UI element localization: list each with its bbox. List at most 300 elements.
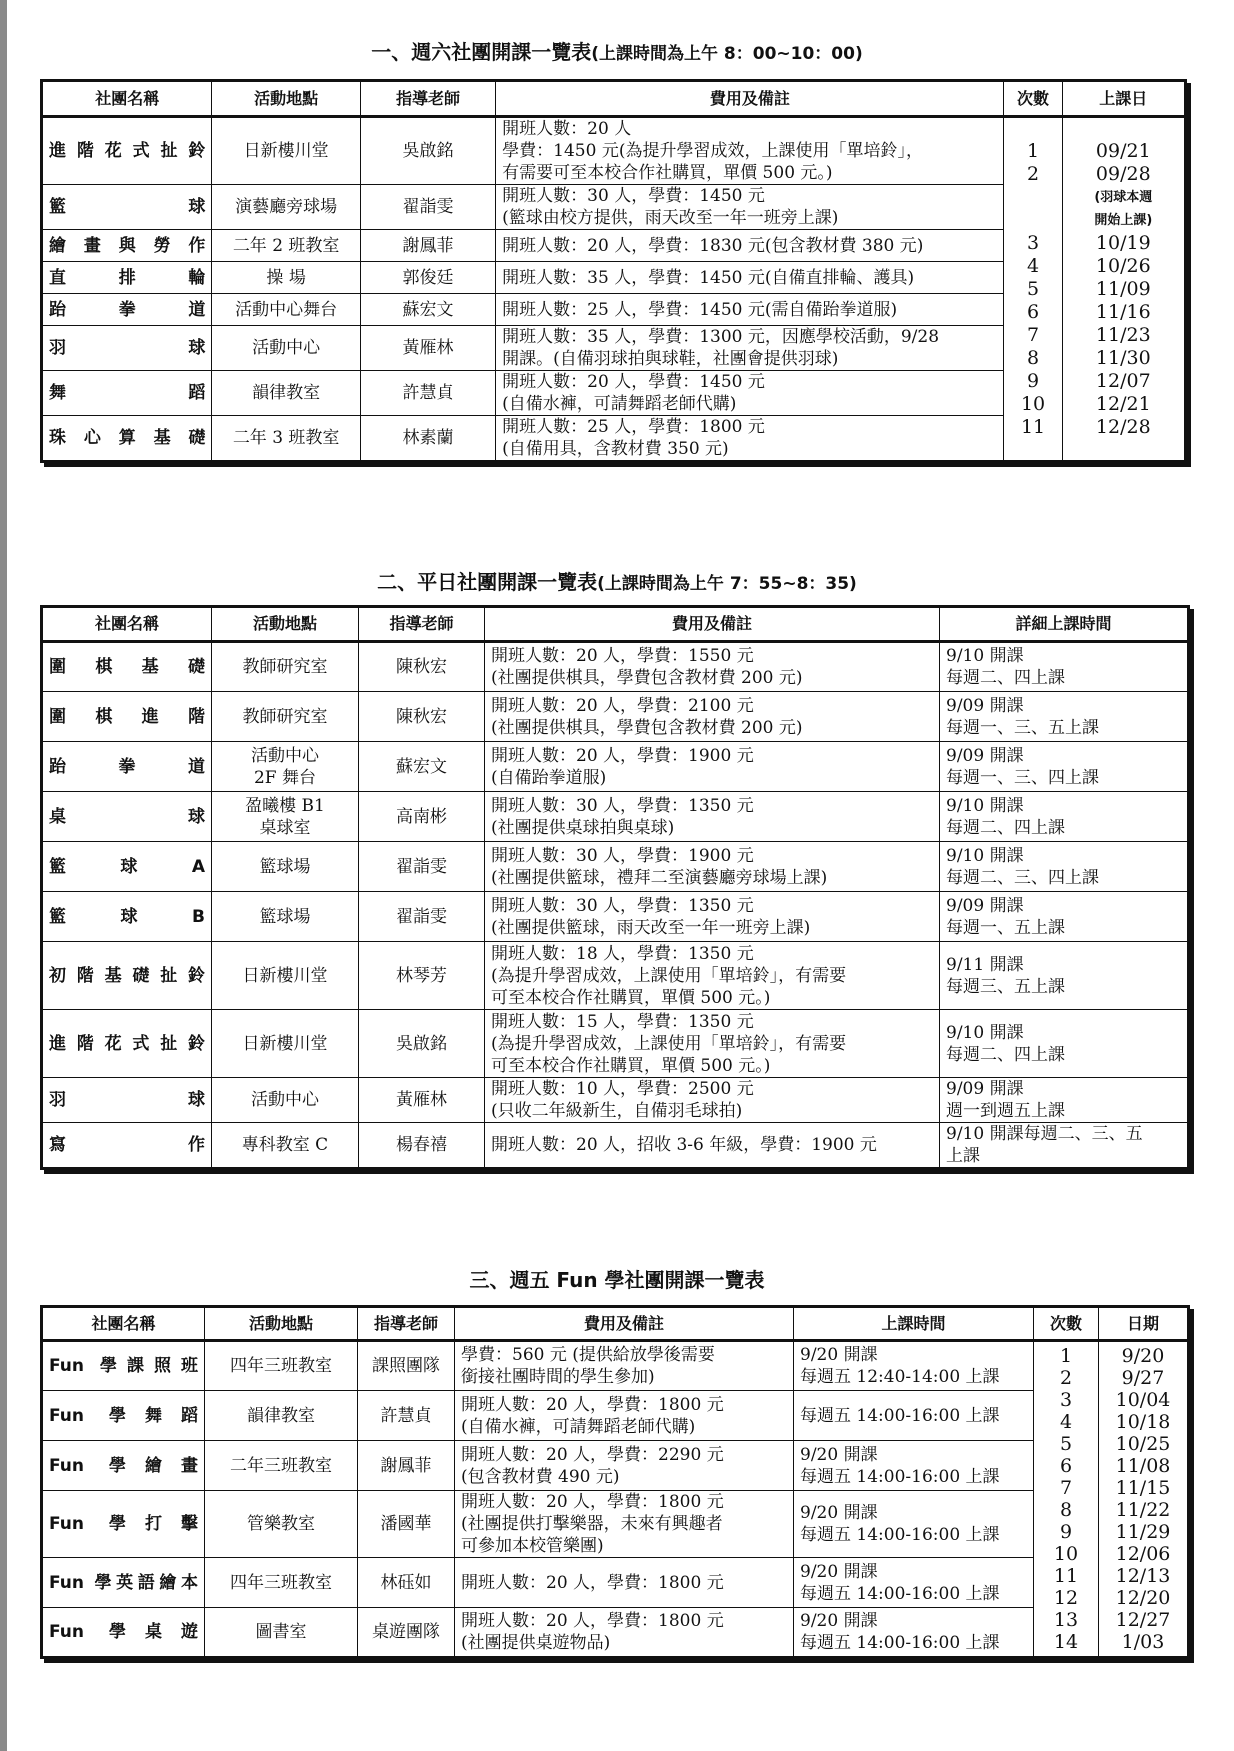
teacher-name: 潘國華 [358,1491,455,1558]
text-line: 每週二、四上課 [946,817,1065,838]
header-fee-notes: 費用及備註 [455,1307,794,1341]
text-line: 2F 舞台 [253,767,316,788]
text-line: 9/10 開課 [946,646,1024,666]
session-number: 6 [1027,300,1040,323]
text-line: 9/10 開課 [946,845,1024,866]
club-name: 珠心算基礎 [42,416,212,462]
session-number: 3 [1027,231,1040,254]
club-name: 桌球 [42,792,212,842]
class-date: 12/06 [1115,1543,1171,1565]
fee-notes [496,117,1004,185]
section3-title [0,1264,1234,1293]
table-row [42,742,1189,792]
header-teacher: 指導老師 [359,607,485,642]
table-row [42,1078,1189,1123]
text-line: 9/09 開課 [946,745,1024,766]
text-line: (社團提供桌球拍與桌球) [491,817,675,838]
header-count: 次數 [1034,1307,1099,1341]
text-line: 教師研究室 [242,706,328,727]
header-teacher: 指導老師 [360,81,495,117]
text-line: (包含教材費 490 元) [461,1466,620,1487]
text-line: 9/09 開課 [946,895,1024,916]
fee-notes [455,1391,794,1441]
section2-title [0,566,1234,595]
fee-notes [485,642,940,692]
teacher-name: 林琴芳 [359,942,485,1010]
class-time [794,1341,1034,1391]
text-line: 開班人數：30 人，學費：1900 元 [491,845,754,866]
text-line: (為提升學習成效，上課使用「單培鈴」，有需要 [491,1033,847,1054]
text-line: 開班人數：20 人，學費：1450 元 [502,372,765,392]
class-date: 09/21 [1095,139,1151,162]
activity-place [212,1123,359,1169]
teacher-name: 蘇宏文 [359,742,485,792]
session-number: 11 [1053,1565,1079,1587]
activity-place: 活動中心舞台 [212,294,360,326]
table-header-row [42,81,1186,117]
session-number: 1 [1059,1345,1073,1367]
club-name: Fun 學舞蹈 [42,1391,205,1441]
teacher-name: 翟詣雯 [359,892,485,942]
class-date: 11/23 [1095,323,1151,346]
table-header-row [42,1307,1189,1341]
text-line: 9/10 開課每週二、三、五 [946,1124,1143,1144]
text-line: 開班人數：30 人，學費：1350 元 [491,795,754,816]
class-date: 11/16 [1095,300,1151,323]
session-number: 10 [1053,1543,1079,1565]
text-line: 開班人數：25 人，學費：1800 元 [502,417,765,437]
text-line: (社團提供桌遊物品) [461,1633,611,1653]
fee-notes [496,326,1004,371]
table-row [42,1010,1189,1078]
header-club-name: 社團名稱 [42,607,212,642]
class-date: 10/19 [1095,231,1151,254]
text-line: 9/09 開課 [946,695,1024,716]
text-line: 開班人數：20 人，學費：1800 元 [461,1572,724,1593]
club-name: Fun 學英語繪本 [42,1558,205,1608]
section2-title-text: 二、平日社團開課一覽表 [377,570,598,594]
header-time: 詳細上課時間 [940,607,1189,642]
text-line: 桌球室 [259,817,311,838]
header-fee-notes: 費用及備註 [496,81,1004,117]
weekday-clubs-table [40,605,1190,1170]
teacher-name: 吳啟銘 [360,117,495,185]
teacher-name: 高南彬 [359,792,485,842]
activity-place [212,892,359,942]
class-time [794,1608,1034,1658]
text-line: 開班人數：20 人，學費：2100 元 [491,695,754,716]
header-club-name: 社團名稱 [42,1307,205,1341]
session-number: 12 [1053,1587,1079,1609]
text-line: 每週五 14:00-16:00 上課 [800,1633,1000,1653]
table-row [42,1608,1189,1658]
text-line: 每週二、四上課 [946,668,1065,688]
teacher-name: 林素蘭 [360,416,495,462]
text-line: 每週五 12:40-14:00 上課 [800,1367,1000,1387]
class-time [940,742,1189,792]
header-time: 上課時間 [794,1307,1034,1341]
class-date: 10/26 [1095,254,1151,277]
class-date: 09/28 [1095,162,1151,185]
fee-notes [496,262,1004,294]
class-time [940,692,1189,742]
activity-place: 二年 2 班教室 [212,230,360,262]
text-line: 開班人數：20 人，招收 3-6 年級，學費：1900 元 [491,1135,877,1155]
text-line: 籃球場 [259,856,311,877]
table-row [42,1491,1189,1558]
text-line: 籃球場 [259,906,311,927]
class-date-list [1099,1341,1189,1658]
fee-notes [485,742,940,792]
friday-fun-clubs-table [40,1305,1190,1659]
session-count-list [1004,117,1062,462]
club-name: 初階基礎扯鈴 [42,942,212,1010]
class-time [940,642,1189,692]
class-date: 12/07 [1095,369,1151,392]
scan-edge [0,0,7,1751]
text-line: 有需要可至本校合作社購買，單價 500 元。) [502,163,833,183]
text-line: 9/10 開課 [946,795,1024,816]
fee-notes [485,942,940,1010]
class-time [940,1078,1189,1123]
session-number: 7 [1059,1477,1073,1499]
text-line: 每週五 14:00-16:00 上課 [800,1525,1000,1545]
fee-notes [485,792,940,842]
class-time [940,1010,1189,1078]
text-line: 開班人數：20 人，學費：1800 元 [461,1611,724,1631]
text-line: 週一到週五上課 [946,1101,1065,1121]
class-date: 1/03 [1121,1631,1165,1653]
class-date: 11/22 [1115,1499,1171,1521]
fee-notes [485,692,940,742]
activity-place: 韻律教室 [212,371,360,416]
saturday-clubs-table [40,79,1187,463]
teacher-name: 陳秋宏 [359,692,485,742]
club-name: Fun 學課照班 [42,1341,205,1391]
teacher-name: 楊春禧 [359,1123,485,1169]
table-row [42,792,1189,842]
club-name: 羽球 [42,326,212,371]
section2-subtitle: (上課時間為上午 7：55~8：35) [597,574,857,594]
text-line: 活動中心 [251,1090,319,1110]
teacher-name: 郭俊廷 [360,262,495,294]
text-line: 每週一、三、五上課 [946,717,1099,738]
club-name: Fun 學打擊 [42,1491,205,1558]
text-line: 開班人數：30 人，學費：1350 元 [491,895,754,916]
text-line: 可至本校合作社購買，單價 500 元。) [491,1055,771,1076]
text-line: (自備水褲，可請舞蹈老師代購) [461,1416,696,1437]
session-number: 4 [1059,1411,1073,1433]
activity-place [212,842,359,892]
session-number: 5 [1027,277,1040,300]
text-line: (社團提供籃球，禮拜二至演藝廳旁球場上課) [491,867,828,888]
class-date: 10/04 [1115,1389,1171,1411]
club-name: 圍棋進階 [42,692,212,742]
teacher-name: 許慧貞 [358,1391,455,1441]
activity-place: 二年三班教室 [205,1441,358,1491]
teacher-name: 陳秋宏 [359,642,485,692]
club-name: Fun 學桌遊 [42,1608,205,1658]
text-line: 日新樓川堂 [242,1033,328,1054]
text-line: 9/20 開課 [800,1503,878,1523]
text-line: 開班人數：10 人，學費：2500 元 [491,1079,754,1099]
fee-notes [455,1491,794,1558]
header-teacher: 指導老師 [358,1307,455,1341]
teacher-name: 蘇宏文 [360,294,495,326]
fee-notes [485,1078,940,1123]
activity-place: 圖書室 [205,1608,358,1658]
text-line: (社團提供棋具，學費包含教材費 200 元) [491,668,803,688]
table-row [42,892,1189,942]
teacher-name: 黃雁林 [359,1078,485,1123]
session-number: 2 [1027,162,1040,185]
session-number: 8 [1059,1499,1073,1521]
club-name: 舞蹈 [42,371,212,416]
session-number: 7 [1027,323,1040,346]
header-place: 活動地點 [212,607,359,642]
text-line: 每週一、五上課 [946,917,1065,938]
text-line: 銜接社團時間的學生參加) [461,1367,655,1387]
activity-place: 韻律教室 [205,1391,358,1441]
text-line: 9/11 開課 [946,954,1024,975]
session-number: 2 [1059,1367,1073,1389]
fee-notes [485,842,940,892]
header-place: 活動地點 [205,1307,358,1341]
date-note: 開始上課) [1094,212,1153,228]
class-date: 11/29 [1115,1521,1171,1543]
activity-place [212,792,359,842]
session-number: 1 [1027,139,1040,162]
class-date: 12/28 [1095,415,1151,438]
section1-title [0,36,1234,65]
activity-place [212,742,359,792]
table-row [42,942,1189,1010]
header-club-name: 社團名稱 [42,81,212,117]
club-name: 籃球 [42,185,212,230]
class-date: 12/20 [1115,1587,1171,1609]
session-number: 6 [1059,1455,1073,1477]
text-line: 活動中心 [251,745,319,766]
text-line: 開班人數：20 人 [502,119,632,139]
class-time [794,1558,1034,1608]
table-row [42,1441,1189,1491]
activity-place: 四年三班教室 [205,1558,358,1608]
text-line: 9/20 開課 [800,1561,878,1582]
club-name: Fun 學繪畫 [42,1441,205,1491]
text-line: 開班人數：20 人，學費：2290 元 [461,1444,724,1465]
class-time [940,792,1189,842]
activity-place [212,942,359,1010]
fee-notes [496,185,1004,230]
text-line: 每週一、三、四上課 [946,767,1099,788]
text-line: 開班人數：20 人，學費：1830 元(包含教材費 380 元) [502,235,924,256]
class-date: 11/30 [1095,346,1151,369]
teacher-name: 謝鳳菲 [358,1441,455,1491]
teacher-name: 課照團隊 [358,1341,455,1391]
fee-notes [455,1608,794,1658]
class-date: 12/21 [1095,392,1151,415]
class-date: 11/09 [1095,277,1151,300]
text-line: 每週五 14:00-16:00 上課 [800,1466,1000,1487]
class-time [794,1391,1034,1441]
table-row [42,1558,1189,1608]
text-line: 上課 [946,1146,980,1166]
session-number: 10 [1020,392,1046,415]
text-line: 教師研究室 [242,657,328,677]
section3-title-text: 三、週五 Fun 學社團開課一覽表 [469,1268,765,1292]
text-line: 每週二、四上課 [946,1044,1065,1065]
fee-notes [455,1341,794,1391]
table-row [42,1391,1189,1441]
activity-place [212,1010,359,1078]
club-name: 圍棋基礎 [42,642,212,692]
class-date: 10/25 [1115,1433,1171,1455]
class-time [940,942,1189,1010]
text-line: 9/20 開課 [800,1444,878,1465]
club-name: 進階花式扯鈴 [42,1010,212,1078]
teacher-name: 林砡如 [358,1558,455,1608]
text-line: 9/09 開課 [946,1079,1024,1099]
text-line: 開班人數：15 人，學費：1350 元 [491,1011,754,1032]
activity-place [212,642,359,692]
header-count: 次數 [1004,81,1062,117]
text-line: 9/20 開課 [800,1345,878,1365]
club-name: 籃球B [42,892,212,942]
text-line: (籃球由校方提供，雨天改至一年一班旁上課) [502,208,839,228]
fee-notes [455,1441,794,1491]
text-line: 專科教室 C [241,1135,329,1155]
text-line: 開班人數：18 人，學費：1350 元 [491,943,754,964]
activity-place: 操 場 [212,262,360,294]
text-line: (自備用具，含教材費 350 元) [502,439,729,459]
class-time [940,842,1189,892]
teacher-name: 桌遊團隊 [358,1608,455,1658]
text-line: (只收二年級新生，自備羽毛球拍) [491,1101,743,1121]
session-number: 13 [1053,1609,1079,1631]
text-line: 9/10 開課 [946,1022,1024,1043]
text-line: 每週五 14:00-16:00 上課 [800,1405,1000,1426]
class-time [794,1491,1034,1558]
fee-notes [496,416,1004,462]
text-line: 開班人數：20 人，學費：1900 元 [491,745,754,766]
spacer [1010,186,1055,232]
class-date: 10/18 [1115,1411,1171,1433]
club-name: 跆拳道 [42,294,212,326]
text-line: 可參加本校管樂團) [461,1536,604,1556]
text-line: (自備跆拳道服) [491,767,607,788]
text-line: 開班人數：20 人，學費：1800 元 [461,1492,724,1512]
text-line: 開班人數：30 人，學費：1450 元 [502,186,765,206]
fee-notes [455,1558,794,1608]
header-fee-notes: 費用及備註 [485,607,940,642]
fee-notes [485,892,940,942]
fee-notes [496,230,1004,262]
date-note: (羽球本週 [1094,189,1153,205]
text-line: 開課。(自備羽球拍與球鞋，社團會提供羽球) [502,349,839,369]
club-name: 羽球 [42,1078,212,1123]
fee-notes [485,1010,940,1078]
text-line: 開班人數：35 人，學費：1300 元，因應學校活動，9/28 [502,327,940,347]
class-date: 11/08 [1115,1455,1171,1477]
activity-place: 四年三班教室 [205,1341,358,1391]
text-line: (社團提供籃球，雨天改至一年一班旁上課) [491,917,811,938]
text-line: 可至本校合作社購買，單價 500 元。) [491,987,771,1008]
session-number: 11 [1020,415,1046,438]
text-line: (為提升學習成效，上課使用「單培鈴」，有需要 [491,965,847,986]
section1-subtitle: (上課時間為上午 8：00~10：00) [591,44,863,64]
session-count-list [1034,1341,1099,1658]
fee-notes [496,371,1004,416]
text-line: 日新樓川堂 [242,965,328,986]
text-line: 開班人數：20 人，學費：1800 元 [461,1394,724,1415]
session-number: 5 [1059,1433,1073,1455]
activity-place: 管樂教室 [205,1491,358,1558]
table-header-row [42,607,1189,642]
teacher-name: 謝鳳菲 [360,230,495,262]
teacher-name: 吳啟銘 [359,1010,485,1078]
text-line: (社團提供棋具，學費包含教材費 200 元) [491,717,803,738]
text-line: 開班人數：20 人，學費：1550 元 [491,646,754,666]
class-time [940,892,1189,942]
text-line: 學費：560 元 (提供給放學後需要 [461,1345,715,1365]
activity-place: 二年 3 班教室 [212,416,360,462]
table-row [42,692,1189,742]
class-date: 12/27 [1115,1609,1171,1631]
club-name: 直排輪 [42,262,212,294]
table-row [42,1123,1189,1169]
table-row [42,1341,1189,1391]
header-place: 活動地點 [212,81,360,117]
section1-title-text: 一、週六社團開課一覽表 [371,40,592,64]
session-number: 9 [1027,369,1040,392]
session-number: 4 [1027,254,1040,277]
text-line: 開班人數：25 人，學費：1450 元(需自備跆拳道服) [502,299,898,320]
header-dates: 日期 [1099,1307,1189,1341]
teacher-name: 翟詣雯 [360,185,495,230]
fee-notes [485,1123,940,1169]
club-name: 跆拳道 [42,742,212,792]
class-date: 12/13 [1115,1565,1171,1587]
club-name: 寫作 [42,1123,212,1169]
session-number: 3 [1059,1389,1073,1411]
activity-place: 日新樓川堂 [212,117,360,185]
session-number: 14 [1053,1631,1079,1653]
activity-place: 演藝廳旁球場 [212,185,360,230]
class-date: 9/27 [1121,1367,1165,1389]
session-number: 8 [1027,346,1040,369]
text-line: 開班人數：35 人，學費：1450 元(自備直排輪、護具) [502,267,915,288]
text-line: (社團提供打擊樂器，未來有興趣者 [461,1514,723,1534]
table-row [42,117,1186,185]
club-name: 繪畫與勞作 [42,230,212,262]
activity-place [212,1078,359,1123]
table-row [42,842,1189,892]
text-line: 9/20 開課 [800,1611,878,1631]
class-time [940,1123,1189,1169]
club-name: 進階花式扯鈴 [42,117,212,185]
teacher-name: 黃雁林 [360,326,495,371]
session-number: 9 [1059,1521,1073,1543]
teacher-name: 許慧貞 [360,371,495,416]
activity-place: 活動中心 [212,326,360,371]
text-line: (自備水褲，可請舞蹈老師代購) [502,394,737,414]
header-dates: 上課日 [1062,81,1185,117]
fee-notes [496,294,1004,326]
text-line: 每週二、三、四上課 [946,867,1099,888]
activity-place [212,692,359,742]
class-date: 11/15 [1115,1477,1171,1499]
text-line: 每週五 14:00-16:00 上課 [800,1583,1000,1604]
